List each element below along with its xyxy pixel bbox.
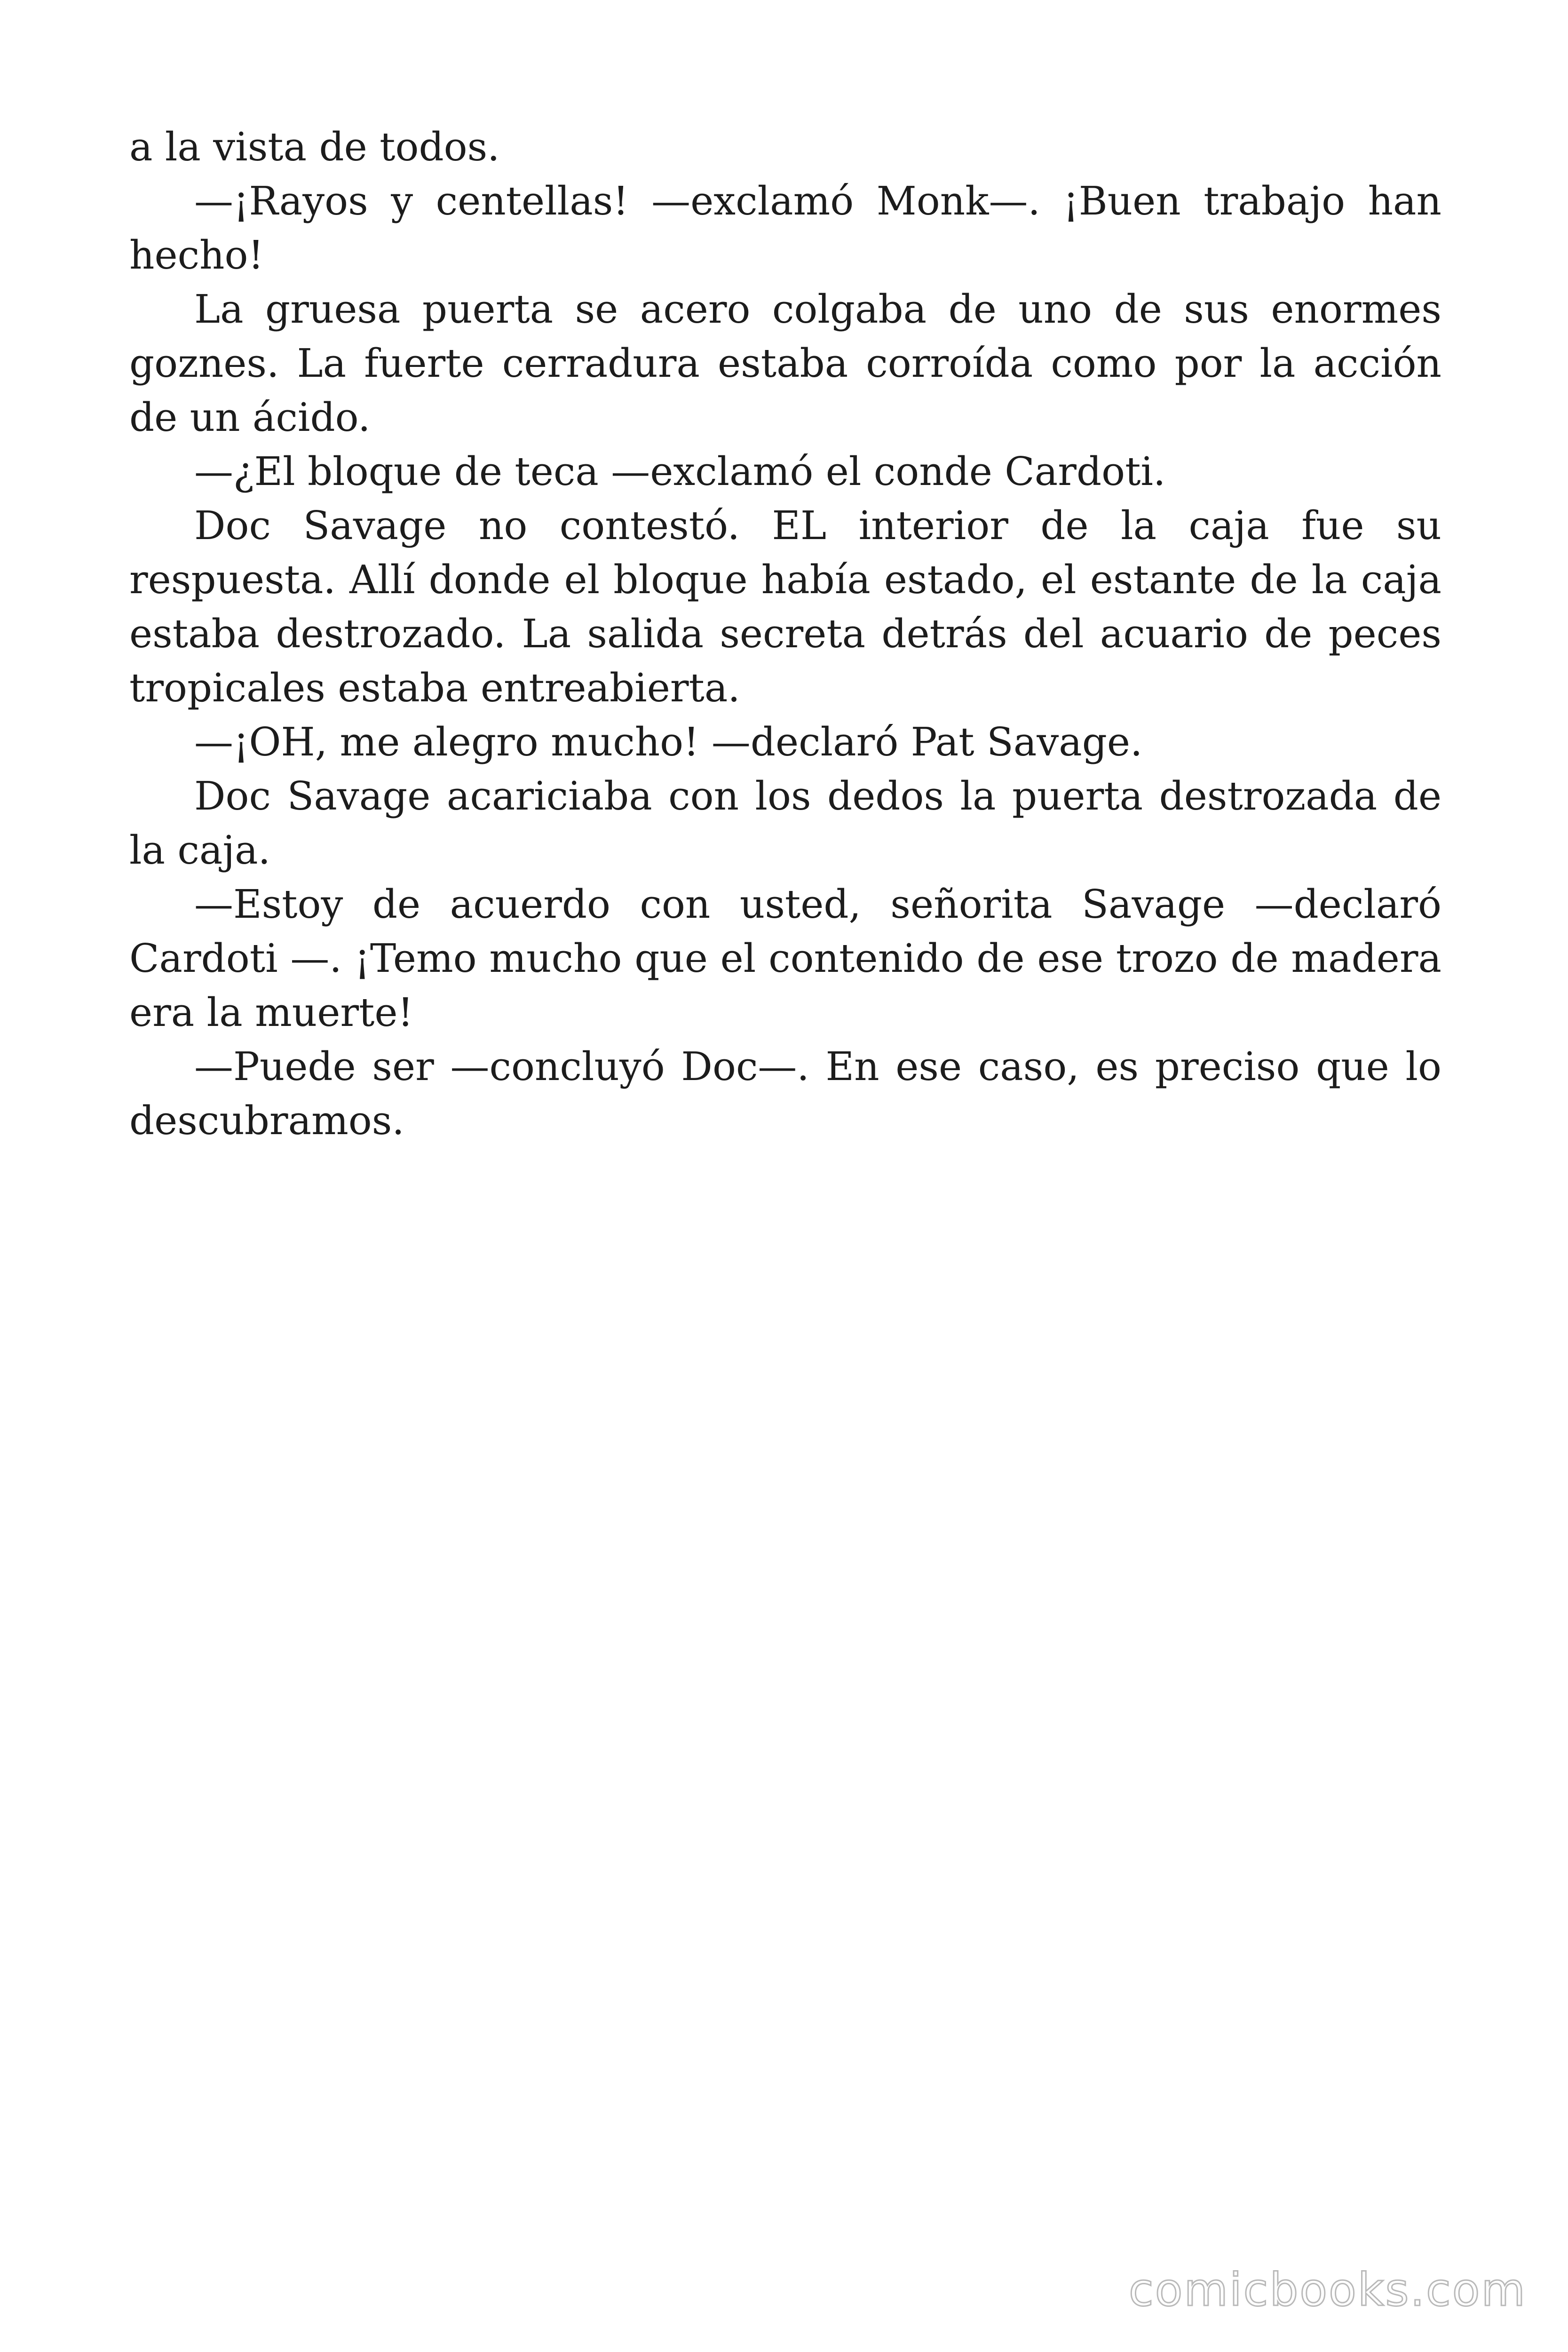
paragraph: Doc Savage acariciaba con los dedos la puerta destrozada de la caja. <box>129 773 1441 873</box>
paragraph: —Puede ser —concluyó Doc—. En ese caso, es preciso que lo descubramos. <box>129 1044 1441 1144</box>
paragraph: —¡Rayos y centellas! —exclamó Monk—. ¡Buen trabajo han hecho! <box>129 178 1441 278</box>
paragraph: Doc Savage no contestó. EL interior de la caja fue su respuesta. Allí donde el bloque había estado, el estante de la caja estaba destrozado. La salida secreta detrás del acuario de peces tropicales estaba entreabierta. <box>129 503 1441 711</box>
paragraph: —¡OH, me alegro mucho! —declaró Pat Savage. <box>194 719 1143 765</box>
paragraph: a la vista de todos. <box>129 124 500 170</box>
paragraph: La gruesa puerta se acero colgaba de uno de sus enormes goznes. La fuerte cerradura estaba corroída como por la acción de un ácido. <box>129 286 1441 440</box>
paragraph: —Estoy de acuerdo con usted, señorita Savage —declaró Cardoti —. ¡Temo mucho que el contenido de ese trozo de madera era la muerte! <box>129 882 1441 1035</box>
watermark: comicbooks.com <box>1128 2264 1527 2316</box>
body-text <box>129 120 1441 1148</box>
paragraph: —¿El bloque de teca —exclamó el conde Cardoti. <box>194 449 1166 494</box>
